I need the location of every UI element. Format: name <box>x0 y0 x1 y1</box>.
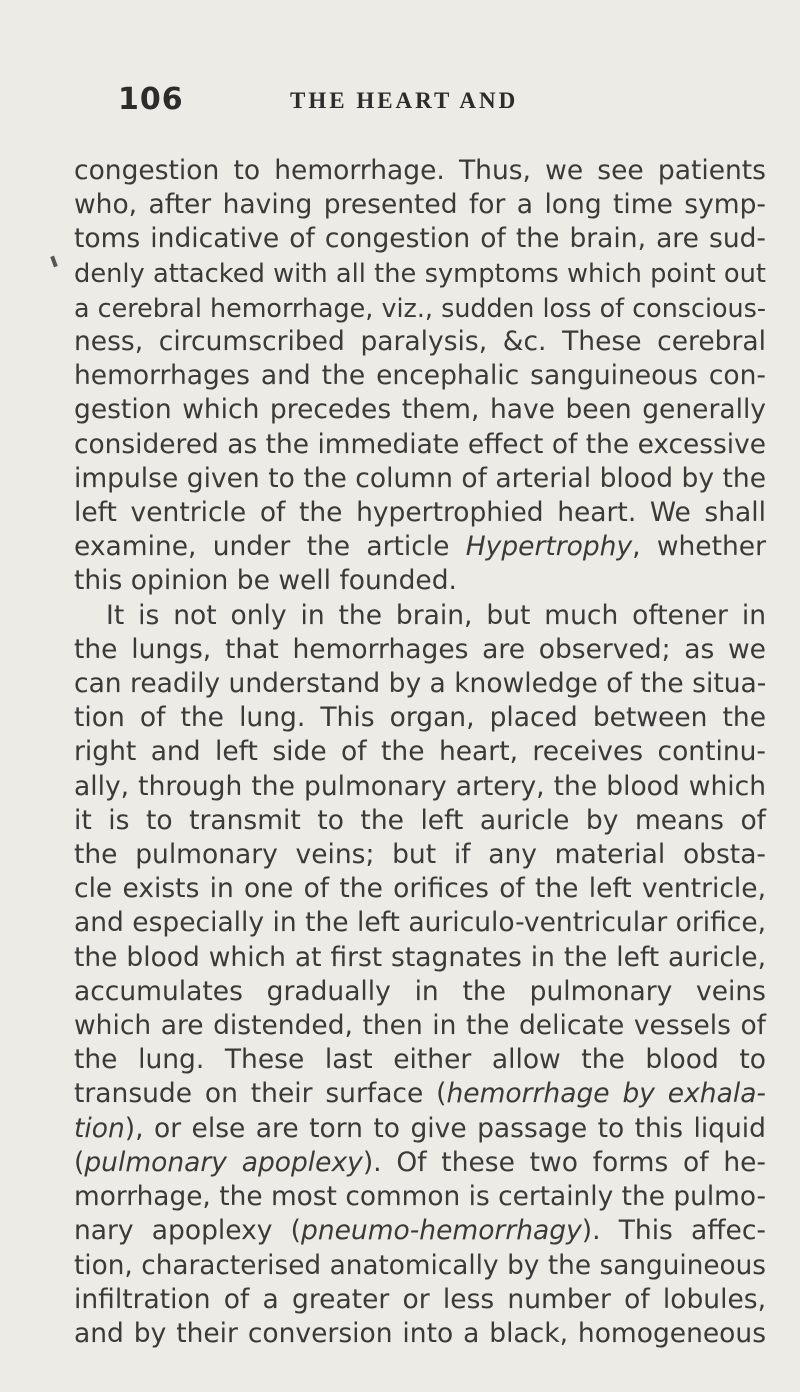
text-line: denly attacked with all the symptoms which point out <box>74 258 766 289</box>
body-text <box>74 154 766 1351</box>
text-line: impulse given to the column of arterial blood by the <box>74 462 766 494</box>
text-line: right and left side of the heart, receives continu- <box>74 736 766 768</box>
text-line: who, after having presented for a long time symp- <box>74 189 766 221</box>
page-number: 106 <box>118 82 184 117</box>
text-line: ally, through the pulmonary artery, the blood which <box>74 770 766 802</box>
text-line: It is not only in the brain, but much oftener in <box>106 599 766 631</box>
text-line: morrhage, the most common is certainly the pulmo- <box>74 1182 766 1213</box>
text-line: cle exists in one of the orifices of the left ventricle, <box>74 873 766 905</box>
text-line: infiltration of a greater or less number of lobules, <box>74 1283 766 1315</box>
running-title: THE HEART AND <box>290 88 519 113</box>
italic-term: Hypertrophy <box>465 531 633 563</box>
text-line: a cerebral hemorrhage, viz., sudden loss of conscious- <box>74 292 766 323</box>
text-line: gestion which precedes them, have been generally <box>74 394 766 426</box>
text-line: examine, under the article Hypertrophy, whether <box>74 531 766 563</box>
text-line: it is to transmit to the left auricle by means of <box>74 804 766 836</box>
italic-term: hemorrhage by exhala- <box>446 1078 766 1110</box>
text-line: ness, circumscribed paralysis, &c. These cerebral <box>74 326 766 358</box>
italic-term: pneumo-hemorrhagy <box>301 1215 582 1247</box>
text-line: (pulmonary apoplexy). Of these two forms of he- <box>74 1146 766 1178</box>
text-line: the lung. These last either allow the blood to <box>74 1044 766 1076</box>
text-line: nary apoplexy (pneumo-hemorrhagy). This affec- <box>74 1215 766 1247</box>
text-line: tion), or else are torn to give passage to this liquid <box>74 1112 766 1144</box>
text-line: the lungs, that hemorrhages are observed; as we <box>74 633 766 665</box>
text-line: left ventricle of the hypertrophied heart. We shall <box>74 497 766 529</box>
text-line: which are distended, then in the delicate vessels of <box>74 1010 766 1042</box>
text-line: accumulates gradually in the pulmonary veins <box>74 975 766 1007</box>
text-line: and by their conversion into a black, homogeneous <box>74 1317 766 1349</box>
italic-term: pulmonary apoplexy <box>84 1146 363 1178</box>
text-line: tion of the lung. This organ, placed between the <box>74 702 766 734</box>
text-line: tion, characterised anatomically by the sanguineous <box>74 1250 766 1281</box>
text-line: hemorrhages and the encephalic sanguineous con- <box>74 360 766 392</box>
running-head <box>0 82 800 122</box>
italic-term: tion <box>74 1112 125 1144</box>
text-line: the pulmonary veins; but if any material obsta- <box>74 839 766 871</box>
text-line: can readily understand by a knowledge of the situa- <box>74 668 767 700</box>
text-line: and especially in the left auriculo-ventricular orifice, <box>74 907 767 939</box>
text-line: transude on their surface (hemorrhage by exhala- <box>74 1078 766 1110</box>
text-line: considered as the immediate effect of the excessive <box>74 428 766 460</box>
print-speck <box>50 256 58 268</box>
text-line: toms indicative of congestion of the brain, are sud- <box>74 223 766 255</box>
text-line: the blood which at first stagnates in the left auricle, <box>74 941 766 973</box>
text-line: congestion to hemorrhage. Thus, we see patients <box>74 155 766 186</box>
text-line: this opinion be well founded. <box>74 565 457 597</box>
